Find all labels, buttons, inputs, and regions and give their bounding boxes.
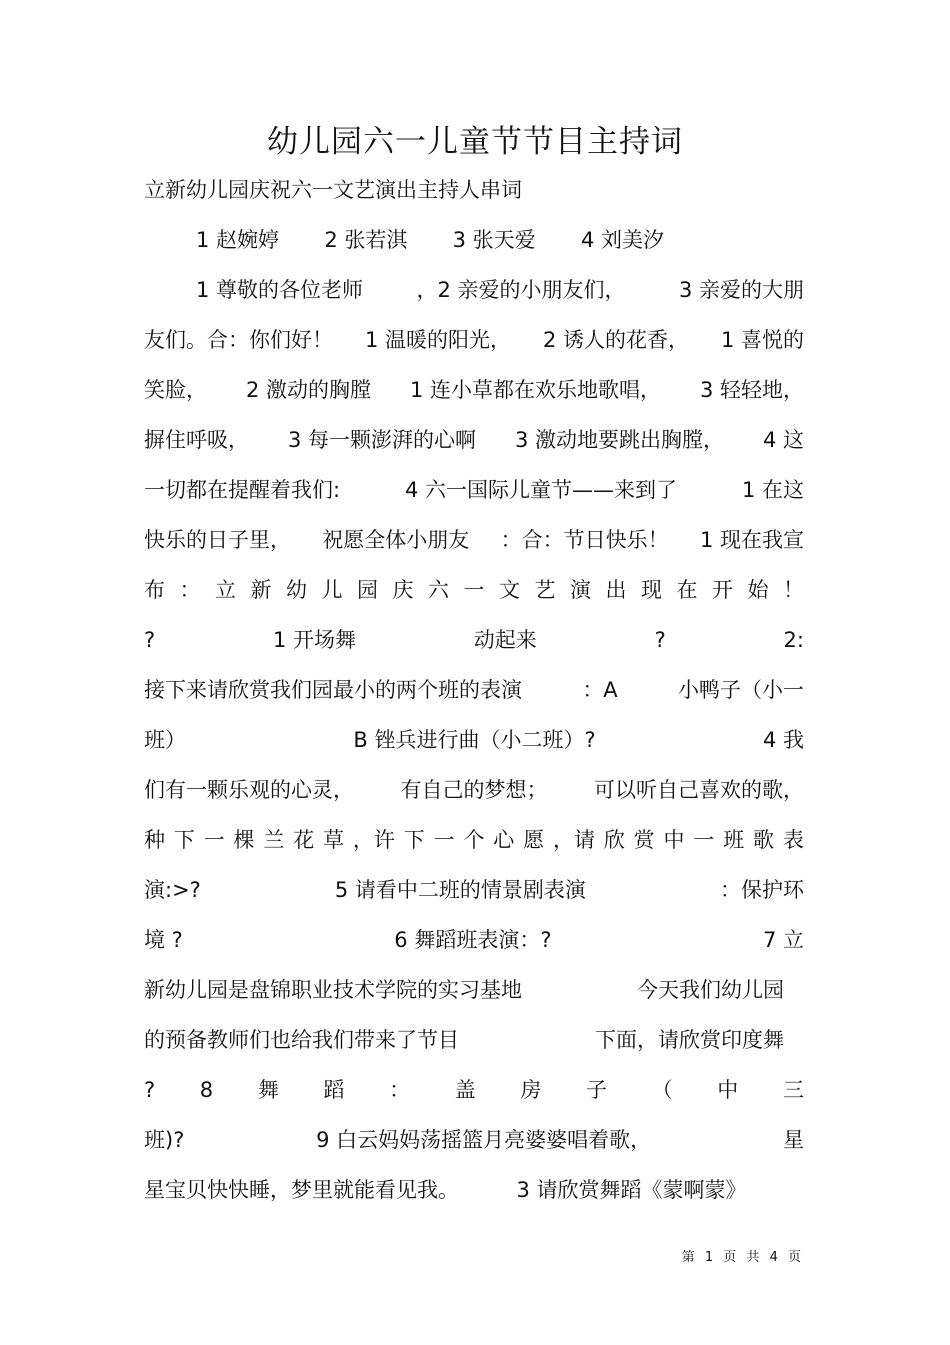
text-segment: 在 (676, 578, 698, 602)
text-segment: 一 (203, 828, 225, 852)
text-segment: 摒住呼吸， (144, 428, 249, 452)
text-segment: 一 (693, 828, 715, 852)
text-line (144, 720, 804, 760)
text-segment: 祝愿全体小朋友 (322, 528, 470, 552)
text-segment: 3 激动地要跳出胸膛， (514, 428, 724, 452)
text-line (144, 920, 804, 960)
text-segment: 赏 (633, 828, 655, 852)
text-segment: 3 请欣赏舞蹈《蒙啊蒙》 (516, 1178, 747, 1202)
text-segment: 欣 (603, 828, 625, 852)
text-segment: 4 六一国际儿童节——来到了 (404, 478, 678, 502)
text-segment: 儿 (321, 578, 343, 602)
text-segment: 一 (433, 828, 455, 852)
text-segment: 中 (717, 1078, 739, 1102)
text-segment: 1 连小草都在欢乐地歌唱， (409, 378, 661, 402)
text-segment: 愿 (523, 828, 545, 852)
text-segment: 3 轻轻地， (699, 378, 804, 402)
text-segment: 布 (144, 578, 165, 602)
text-segment: ，许 (352, 828, 395, 852)
text-segment: 2 激动的胸膛 (245, 378, 371, 402)
text-segment: 4 这 (762, 428, 804, 452)
text-segment: 蹈 (323, 1078, 345, 1102)
text-segment: 个 (463, 828, 485, 852)
text-segment: 境 ? (144, 928, 183, 952)
text-line (144, 270, 804, 310)
text-segment: 文 (499, 578, 520, 602)
text-line (144, 620, 804, 660)
text-segment: ！ (783, 578, 804, 602)
text-segment: 六 (428, 578, 449, 602)
text-segment: 中 (663, 828, 685, 852)
text-segment: 班)? (144, 1128, 185, 1152)
text-segment: 庆 (392, 578, 414, 602)
text-segment: 1 喜悦的 (720, 328, 804, 352)
text-segment: 班） (144, 728, 186, 752)
text-segment: 笑脸， (144, 378, 207, 402)
text-segment: 们有一颗乐观的心灵， (144, 778, 354, 802)
text-line (144, 670, 804, 710)
text-segment: 1 温暖的阳光， (364, 328, 511, 352)
text-segment: B 锉兵进行曲（小二班）? (353, 728, 596, 752)
text-segment: ，2 亲爱的小朋友们， (416, 278, 626, 302)
document-title: 幼儿园六一儿童节节目主持词 (267, 124, 683, 160)
text-line (144, 1070, 804, 1110)
text-segment: 演:>? (144, 878, 201, 902)
text-segment: 班 (723, 828, 745, 852)
text-line (144, 520, 804, 560)
text-segment: 盖 (454, 1078, 476, 1102)
text-segment: 幼 (286, 578, 307, 602)
text-segment: 1 在这 (741, 478, 804, 502)
text-segment: 2: (783, 628, 804, 652)
text-segment: 表 (782, 828, 804, 852)
text-segment: 兰 (263, 828, 285, 852)
text-segment: 友们。合：你们好！ (144, 328, 333, 352)
text-segment: 种 (144, 828, 165, 852)
text-segment: ： (179, 578, 201, 602)
text-segment: 舞 (257, 1078, 279, 1102)
text-segment: ? (144, 1078, 156, 1102)
text-segment: （ (651, 1078, 673, 1102)
text-segment: 1 开场舞 (272, 628, 356, 652)
text-segment: 3 每一颗澎湃的心啊 (287, 428, 476, 452)
host-name: 4 刘美汐 (580, 228, 664, 252)
text-segment: ：合：节日快乐！ (500, 528, 669, 552)
text-segment: ? (144, 628, 156, 652)
text-segment: 的预备教师们也给我们带来了节目 (144, 1028, 459, 1052)
text-segment: ：A (582, 678, 618, 702)
text-line (144, 370, 804, 410)
page-number: 第 1 页 共 4 页 (681, 1250, 804, 1265)
text-segment: 下 (173, 828, 195, 852)
text-segment: 下 (403, 828, 425, 852)
text-line (144, 870, 804, 910)
text-segment: 心 (493, 828, 515, 852)
text-line (144, 1170, 804, 1210)
text-segment: 8 (199, 1078, 214, 1102)
text-segment: 快乐的日子里， (144, 528, 291, 552)
text-segment: 棵 (233, 828, 255, 852)
text-segment: ，请 (552, 828, 595, 852)
text-segment: 有自己的梦想； (400, 778, 548, 802)
text-segment: 下面，请欣赏印度舞 (595, 1028, 784, 1052)
text-segment: 歌 (753, 828, 775, 852)
text-segment: 一切都在提醒着我们: (144, 478, 341, 502)
text-segment: ? (654, 628, 666, 652)
text-segment: 开 (712, 578, 733, 602)
text-segment: 现 (641, 578, 662, 602)
text-segment: 始 (747, 578, 769, 602)
text-line (144, 320, 804, 360)
text-segment: 子 (586, 1078, 608, 1102)
text-line (144, 1020, 784, 1060)
text-segment: 1 现在我宣 (699, 528, 804, 552)
text-segment: 9 白云妈妈荡摇篮月亮婆婆唱着歌， (316, 1128, 652, 1152)
text-segment: 房 (520, 1078, 542, 1102)
text-segment: 草 (323, 828, 345, 852)
text-segment: 花 (293, 828, 315, 852)
text-segment: ：保护环 (720, 878, 804, 902)
text-segment: 可以听自己喜欢的歌， (594, 778, 804, 802)
document-subtitle: 立新幼儿园庆祝六一文艺演出主持人串词 (144, 178, 522, 202)
host-name: 3 张天爱 (452, 228, 536, 252)
text-segment: 2 诱人的花香， (542, 328, 689, 352)
host-name: 1 赵婉婷 (196, 228, 280, 252)
text-segment: 立 (215, 578, 236, 602)
text-segment: 园 (357, 578, 378, 602)
text-line (144, 570, 804, 610)
text-line (144, 420, 804, 460)
text-segment: 出 (605, 578, 627, 602)
text-segment: 新幼儿园是盘锦职业技术学院的实习基地 (144, 978, 522, 1002)
text-segment: 小鸭子（小一 (678, 678, 804, 702)
text-segment: 星 (782, 1128, 804, 1152)
text-segment: 1 尊敬的各位老师 (196, 278, 364, 302)
text-segment: 动起来 (473, 628, 537, 652)
text-segment: 5 请看中二班的情景剧表演 (334, 878, 586, 902)
host-name: 2 张若淇 (324, 228, 408, 252)
text-segment: 三 (782, 1078, 804, 1102)
text-segment: 今天我们幼儿园 (637, 978, 784, 1002)
text-line (144, 770, 804, 810)
text-line (144, 820, 804, 860)
text-segment: 3 亲爱的大朋 (678, 278, 804, 302)
text-line (144, 470, 804, 510)
text-line (144, 1120, 804, 1160)
text-segment: 接下来请欣赏我们园最小的两个班的表演 (144, 678, 522, 702)
hosts-line (144, 220, 664, 260)
text-segment: 一 (463, 578, 485, 602)
text-segment: ： (389, 1078, 411, 1102)
text-line (144, 970, 784, 1010)
text-segment: 7 立 (762, 928, 804, 952)
text-segment: 星宝贝快快睡，梦里就能看见我。 (144, 1178, 459, 1202)
text-segment: 演 (570, 578, 591, 602)
text-segment: 4 我 (762, 728, 804, 752)
text-segment: 新 (250, 578, 272, 602)
text-segment: 艺 (534, 578, 556, 602)
text-segment: 6 舞蹈班表演：? (394, 928, 552, 952)
